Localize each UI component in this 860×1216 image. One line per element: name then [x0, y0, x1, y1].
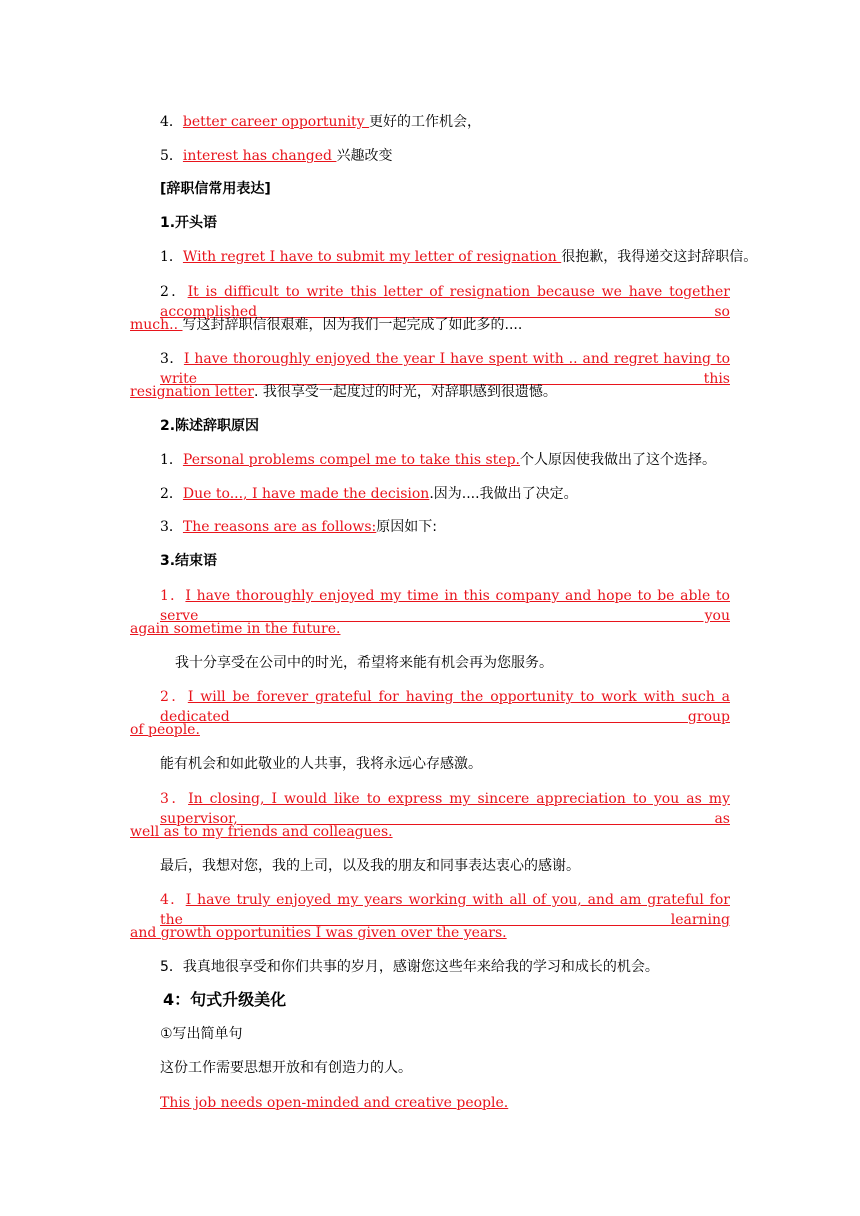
chinese-translation: 兴趣改变	[336, 148, 393, 164]
english-phrase: The reasons are as follows:	[182, 519, 377, 535]
chinese-translation: 更好的工作机会，	[369, 114, 482, 130]
english-phrase: It is difficult to write this letter of resignation because we have together accomplished so	[160, 284, 730, 320]
english-phrase: resignation letter	[130, 384, 254, 400]
chinese-translation: .因为....我做出了决定。	[429, 486, 578, 502]
english-phrase: better career opportunity	[182, 114, 370, 130]
item-number: 3．	[160, 351, 184, 367]
subsection-heading: 3.结束语	[160, 553, 218, 569]
section-heading: 4：句式升级美化	[163, 990, 287, 1009]
item-number: 2．	[160, 486, 183, 502]
item-number: 3．	[160, 791, 189, 807]
english-phrase: I have thoroughly enjoyed my time in this company and hope to be able to serve you	[160, 588, 730, 624]
english-phrase: of people.	[130, 722, 200, 738]
english-phrase: Personal problems compel me to take this step.	[182, 452, 521, 468]
list-item-line2	[130, 315, 730, 335]
english-phrase: I will be forever grateful for having the opportunity to work with such a dedicated group	[160, 689, 730, 725]
chinese-translation: 我十分享受在公司中的时光，希望将来能有机会再为您服务。	[175, 655, 553, 671]
list-item	[160, 247, 758, 267]
item-number: 4．	[160, 114, 183, 130]
list-item	[160, 517, 730, 537]
item-number: 5．	[160, 148, 183, 164]
chinese-translation: 很抱歉，我得递交这封辞职信。	[561, 249, 758, 265]
item-number: 1．	[160, 588, 186, 604]
list-item	[160, 112, 730, 132]
chinese-translation: 个人原因使我做出了这个选择。	[520, 452, 717, 468]
english-phrase: With regret I have to submit my letter of resignation	[182, 249, 562, 265]
subsection-heading: 2.陈述辞职原因	[160, 418, 260, 434]
english-phrase: and growth opportunities I was given over the years.	[130, 925, 507, 941]
english-phrase: This job needs open-minded and creative people.	[160, 1095, 509, 1111]
section-title: [辞职信常用表达]	[160, 181, 271, 197]
chinese-translation: 5．我真地很享受和你们共事的岁月，感谢您这些年来给我的学习和成长的机会。	[160, 959, 659, 975]
list-item	[160, 450, 730, 470]
chinese-translation: 原因如下:	[376, 519, 437, 535]
chinese-translation: 能有机会和如此敬业的人共事，我将永远心存感激。	[160, 756, 482, 772]
chinese-translation: . 我很享受一起度过的时光，对辞职感到很遗憾。	[253, 384, 557, 400]
english-phrase: well as to my friends and colleagues.	[130, 824, 393, 840]
exercise-subtitle: ①写出简单句	[160, 1026, 243, 1042]
english-phrase: I have truly enjoyed my years working with all of you, and am grateful for the learning	[160, 892, 730, 928]
item-number: 1．	[160, 452, 183, 468]
english-phrase: I have thoroughly enjoyed the year I have spent with .. and regret having to write this	[160, 351, 730, 387]
item-number: 2．	[160, 284, 188, 300]
chinese-sentence: 这份工作需要思想开放和有创造力的人。	[160, 1060, 412, 1076]
subsection-heading: 1.开头语	[160, 215, 218, 231]
list-item-line2	[130, 923, 730, 943]
english-answer	[160, 1093, 730, 1113]
item-number: 2．	[160, 689, 188, 705]
list-item-line2	[130, 619, 730, 639]
list-item-line2	[130, 822, 730, 842]
list-item-line2	[130, 382, 730, 402]
chinese-translation: 写这封辞职信很艰难，因为我们一起完成了如此多的....	[182, 317, 523, 333]
chinese-translation: 最后，我想对您，我的上司，以及我的朋友和同事表达衷心的感谢。	[160, 858, 580, 874]
list-item-line2	[130, 720, 730, 740]
english-phrase: Due to..., I have made the decision	[182, 486, 430, 502]
list-item	[160, 146, 730, 166]
item-number: 4．	[160, 892, 186, 908]
english-phrase: interest has changed	[182, 148, 337, 164]
english-phrase: In closing, I would like to express my sincere appreciation to you as my supervisor, as	[160, 791, 730, 827]
item-number: 3．	[160, 519, 183, 535]
list-item	[160, 484, 730, 504]
english-phrase: much..	[130, 317, 183, 333]
item-number: 1．	[160, 249, 183, 265]
english-phrase: again sometime in the future.	[130, 621, 341, 637]
